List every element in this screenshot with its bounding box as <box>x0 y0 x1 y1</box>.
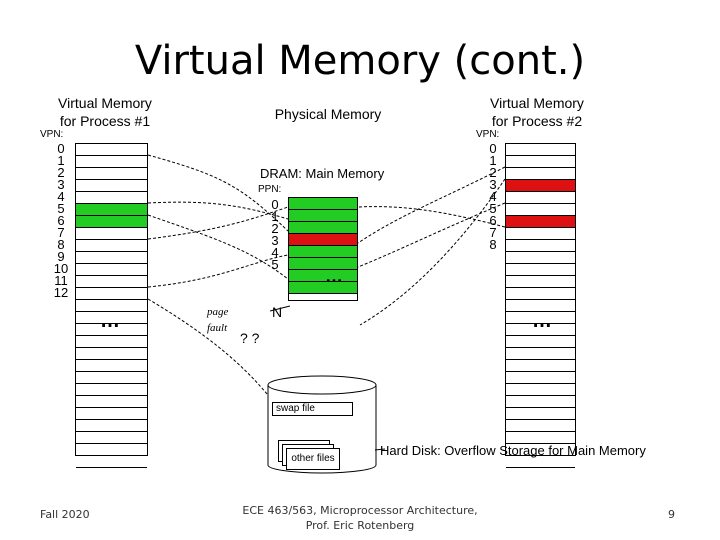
footer-course-line1: ECE 463/563, Microprocessor Architecture, <box>242 504 478 517</box>
page-number: 9 <box>668 508 675 521</box>
vpn1-number: 3 <box>57 177 65 192</box>
slide-title: Virtual Memory (cont.) <box>134 38 586 84</box>
ppn-number: 2 <box>271 221 279 236</box>
mapping-line <box>148 155 288 231</box>
vpn2-number: 7 <box>489 225 497 240</box>
ppn-number: 1 <box>271 209 279 224</box>
vpn1-number: 6 <box>57 213 65 228</box>
vm2-vpn-label: VPN: <box>476 129 500 140</box>
vpn1-number: 10 <box>53 261 69 276</box>
vpn2-number: 4 <box>489 189 497 204</box>
mapping-line <box>148 215 288 279</box>
ppn-number: 0 <box>271 197 279 212</box>
vm1-heading-line1: Virtual Memory <box>58 95 152 111</box>
vm2-heading-line2: for Process #2 <box>491 113 583 129</box>
vpn1-number: 1 <box>57 153 65 168</box>
footer-course-line2: Prof. Eric Rotenberg <box>305 519 415 532</box>
vpn2-number: 2 <box>489 165 497 180</box>
ppn-number: 3 <box>271 233 279 248</box>
swap-file-box <box>272 402 353 416</box>
vpn1-number: 0 <box>57 141 65 156</box>
ppn-label: PPN: <box>258 184 282 195</box>
vpn2-number: 6 <box>489 213 497 228</box>
vpn2-number: 0 <box>489 141 497 156</box>
vm2-heading-line1: Virtual Memory <box>490 95 584 111</box>
mapping-line <box>360 179 505 325</box>
swap-file-label: swap file <box>276 403 315 414</box>
mapping-line <box>148 255 288 287</box>
question-marks: ? ? <box>240 330 260 346</box>
dram-label: DRAM: Main Memory <box>260 166 385 181</box>
vpn1-number: 12 <box>53 285 69 300</box>
other-files-box <box>286 448 340 470</box>
ppn-number: 4 <box>271 245 279 260</box>
mapping-line <box>148 202 288 219</box>
vpn2-number: 8 <box>489 237 497 252</box>
vm1-vpn-label: VPN: <box>40 129 64 140</box>
mapping-line <box>358 167 505 243</box>
vpn1-number: 2 <box>57 165 65 180</box>
mapping-line <box>148 207 288 239</box>
phys-ellipsis: … <box>325 266 344 286</box>
page-fault-line <box>148 299 272 400</box>
vm2-ellipsis: … <box>532 310 553 332</box>
footer-date: Fall 2020 <box>40 508 90 521</box>
vm1-heading-line2: for Process #1 <box>59 113 151 129</box>
vpn1-number: 8 <box>57 237 65 252</box>
footer-course <box>240 503 480 533</box>
vpn2-number: 3 <box>489 177 497 192</box>
vpn1-number: 7 <box>57 225 65 240</box>
phys-heading: Physical Memory <box>274 106 382 122</box>
vpn1-number: 5 <box>57 201 65 216</box>
vpn2-number: 5 <box>489 201 497 216</box>
n-label: N <box>272 304 283 320</box>
vpn1-number: 9 <box>57 249 65 264</box>
n-pointer <box>270 306 290 311</box>
page-fault-line2: fault <box>207 322 228 334</box>
page-fault-line1: page <box>207 306 229 318</box>
vm1-ellipsis: … <box>100 310 121 332</box>
vpn2-number: 1 <box>489 153 497 168</box>
mapping-line <box>358 203 505 267</box>
vpn1-number: 11 <box>54 273 68 288</box>
ppn-number: 5 <box>271 257 279 272</box>
other-files-label: other files <box>291 453 335 464</box>
vpn1-number: 4 <box>57 189 65 204</box>
disk-caption: Hard Disk: Overflow Storage for Main Memory <box>380 443 646 458</box>
